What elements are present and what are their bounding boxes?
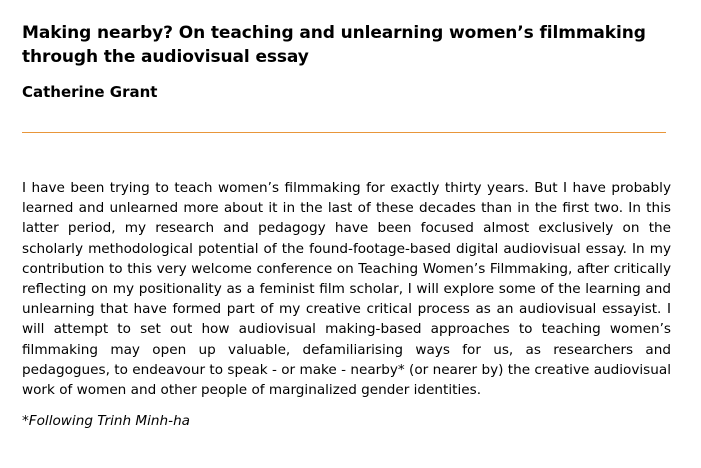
abstract-paragraph: I have been trying to teach women’s filmmaking for exactly thirty years. But I have probably learned and unlearned more about it in the last of these decades than in the first two. In this latter period, my research and pedagogy have been focused almost exclusively on the scholarly methodological potential of the found-footage-based digital audiovisual essay. In my contribution to this very welcome conference on Teaching Women’s Filmmaking, after critically reflecting on my positionality as a feminist film scholar, I will explore some of the learning and unlearning that have formed part of my creative critical process as an audiovisual essayist. I will attempt to set out how audiovisual making-based approaches to teaching women’s filmmaking may open up valuable, defamiliarising ways for us, as researchers and pedagogues, to endeavour to speak - or make - nearby* (or nearer by) the creative audiovisual work of women and other people of marginalized gender identities.	[22, 180, 671, 399]
footnote-text: Following Trinh Minh-ha	[28, 413, 191, 429]
document-title: Making nearby? On teaching and unlearning women’s filmmaking through the audiovisual essay	[22, 23, 646, 67]
author-name: Catherine Grant	[22, 83, 158, 101]
footnote-marker: *	[22, 413, 29, 429]
divider-rule	[22, 132, 666, 133]
footnote	[22, 411, 190, 431]
